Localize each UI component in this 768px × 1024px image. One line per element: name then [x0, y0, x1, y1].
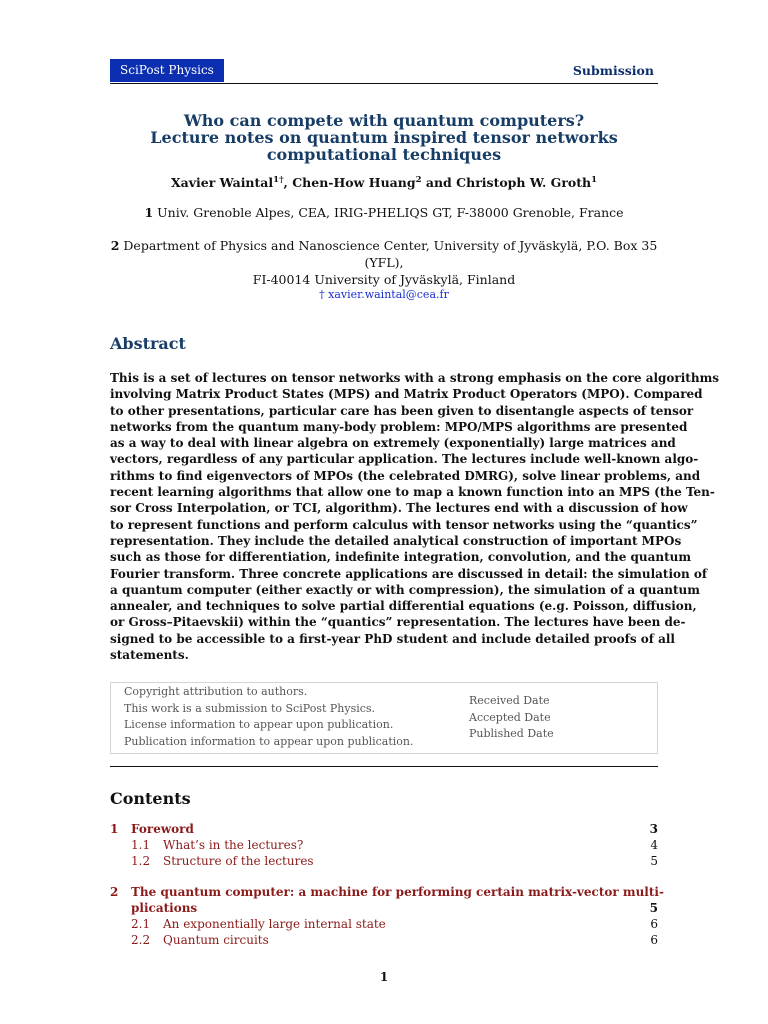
abstract-line: sor Cross Interpolation, or TCI, algorithm). The lectures end with a discussion of how	[110, 501, 688, 516]
abstract-line: involving Matrix Product States (MPS) and Matrix Product Operators (MPO). Compared	[110, 387, 703, 402]
abstract-line: a quantum computer (either exactly or with compression), the simulation of a quantum	[110, 582, 700, 597]
accepted-date: Accepted Date	[469, 710, 551, 724]
abstract-line: recent learning algorithms that allow one to map a known function into an MPS (the Ten-	[110, 485, 715, 500]
abstract-line: networks from the quantum many-body problem: MPO/MPS algorithms are presented	[110, 419, 688, 434]
toc-entry[interactable]: 2.1 An exponentially large internal state 6	[131, 916, 658, 931]
toc-entry[interactable]: 1.2 Structure of the lectures 5	[131, 854, 658, 869]
paper-page	[110, 0, 720, 1024]
toc-entry-continuation[interactable]: plications 5	[131, 900, 658, 915]
abstract-line: or Gross–Pitaevskii) within the “quantics” representation. The lectures have been de-	[110, 615, 686, 630]
paper-title	[110, 112, 658, 163]
affiliation-number: 2	[110, 238, 120, 253]
author-separator: ,	[283, 175, 293, 190]
abstract-heading: Abstract	[110, 334, 186, 353]
page-number: 1	[379, 970, 389, 984]
journal-header	[110, 59, 658, 84]
abstract-line: as a way to deal with linear algebra on extremely (exponentially) large matrices and	[110, 436, 676, 451]
affiliation-text: Univ. Grenoble Alpes, CEA, IRIG-PHELIQS GT, F-38000 Grenoble, France	[153, 205, 624, 220]
author-separator: and	[421, 175, 457, 190]
affiliation-text: FI-40014 University of Jyväskylä, Finland	[252, 272, 516, 287]
copyright-line: Copyright attribution to authors.	[124, 685, 308, 698]
affiliation-number: 1	[144, 205, 154, 220]
abstract-line: representation. They include the detailed analytical construction of important MPOs	[110, 533, 682, 548]
submission-line: This work is a submission to SciPost Physics.	[124, 701, 376, 715]
publication-info-box	[110, 682, 658, 754]
table-of-contents	[110, 821, 664, 948]
section-divider	[110, 766, 658, 767]
author-affil-mark: 1	[591, 175, 598, 185]
title-line-3: computational techniques	[266, 145, 502, 164]
author-affil-mark: 2	[415, 175, 422, 185]
author-name: Chen-How Huang	[292, 175, 416, 190]
abstract-line: vectors, regardless of any particular application. The lectures include well-known algo-	[110, 452, 699, 467]
abstract-line: annealer, and techniques to solve partial differential equations (e.g. Poisson, diffusion,	[110, 599, 697, 614]
toc-entry[interactable]: 2.2 Quantum circuits 6	[131, 933, 658, 948]
author-list	[110, 175, 658, 190]
toc-entry[interactable]: 1.1 What’s in the lectures? 4	[131, 838, 658, 853]
abstract-line: This is a set of lectures on tensor networks with a strong emphasis on the core algorithms	[110, 371, 720, 385]
affiliation-text: Department of Physics and Nanoscience Center, University of Jyväskylä, P.O. Box 35 (YFL),	[119, 238, 658, 270]
abstract-line: statements.	[110, 648, 189, 663]
submission-label: Submission	[572, 63, 654, 78]
abstract-line: signed to be accessible to a first-year PhD student and include detailed proofs of all	[110, 631, 675, 646]
affiliation-2	[110, 237, 658, 288]
author-name: Christoph W. Groth	[456, 175, 592, 190]
toc-entry[interactable]: 2 The quantum computer: a machine for performing certain matrix-vector multi-	[110, 884, 664, 899]
author-name: Xavier Waintal	[170, 175, 274, 190]
publication-line: Publication information to appear upon publication.	[124, 734, 414, 748]
abstract-line: such as those for differentiation, indefinite integration, convolution, and the quantum	[110, 550, 692, 565]
affiliation-1	[110, 204, 658, 221]
published-date: Published Date	[469, 727, 554, 740]
abstract-line: rithms to find eigenvectors of MPOs (the celebrated DMRG), solve linear problems, and	[110, 468, 701, 483]
received-date: Received Date	[469, 694, 550, 707]
title-line-2: Lecture notes on quantum inspired tensor networks	[150, 128, 618, 147]
abstract-line: to other presentations, particular care has been given to disentangle aspects of tensor	[110, 403, 694, 418]
abstract-line: to represent functions and perform calculus with tensor networks using the “quantics”	[110, 517, 698, 532]
contents-heading: Contents	[110, 789, 191, 808]
toc-entry[interactable]: 1 Foreword 3	[110, 822, 658, 836]
journal-badge[interactable]: SciPost Physics	[110, 59, 224, 82]
title-line-1: Who can compete with quantum computers?	[183, 111, 585, 130]
corresponding-email[interactable]: † xavier.waintal@cea.fr	[319, 288, 449, 301]
author-affil-mark: 1†	[273, 175, 284, 185]
abstract-line: Fourier transform. Three concrete applications are discussed in detail: the simulation of	[110, 566, 708, 581]
license-line: License information to appear upon publication.	[124, 718, 394, 731]
abstract-body	[110, 370, 720, 663]
